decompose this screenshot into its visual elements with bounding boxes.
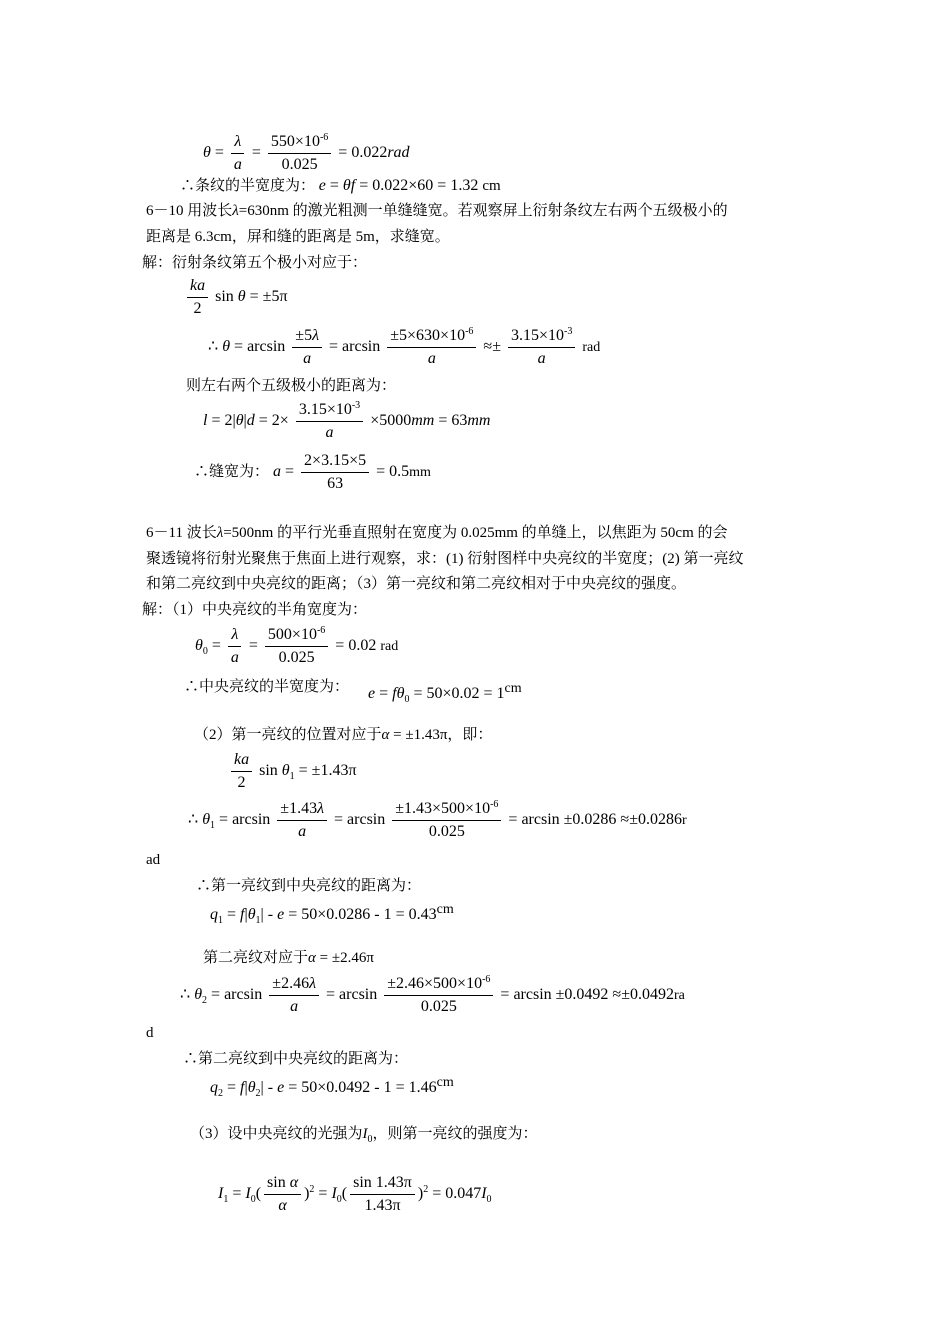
equation-I1: $I_1 = I_0$( $\frac{\text{sin α}}{\alpha}$ )$^2 = I_0$( $\frac{\sin 1.43\pi}{1.43\pi}$ )$^2 = 0.047I_0$ <box>218 1174 492 1214</box>
solution-label: 解：（1）中央亮纹的半角宽度为： <box>142 602 368 618</box>
text-line: 则左右两个五级极小的距离为： <box>186 378 397 394</box>
equation-theta2: ∴ $\theta_2 = \arcsin$ $\frac{\pm 2.46\lambda}{a}$ = arcsin $\frac{\pm 2.46\times 500\times 10^{-6}}{0.025}$ = arcsin ±0.0492 ≈±0.0492ra <box>180 974 685 1015</box>
text-fragment: d <box>146 1025 154 1041</box>
equation-theta0: $\theta_0$ = $\frac{\lambda}{a}$ = $\frac{500\times 10^{-6}}{0.025}$ = 0.02 rad <box>195 625 399 666</box>
equation-theta1: ∴ $\theta_1 = \arcsin$ $\frac{\pm 1.43\lambda}{a}$ = arcsin $\frac{\pm 1.43\times 500\times 10^{-6}}{0.025}$ = arcsin ±0.0286 ≈±0.0286r <box>188 799 687 840</box>
text-line: 第二亮纹对应于α = ±2.46π <box>203 950 374 966</box>
equation-q2: $q_2 = f|\theta_2| - e = 50\times 0.0492 - 1 = 1.46^{cm}$ <box>210 1075 454 1099</box>
problem-6-11-line3: 和第二亮纹到中央亮纹的距离；（3）第一亮纹和第二亮纹相对于中央亮纹的强度。 <box>146 576 687 592</box>
text-line: ∴条纹的半宽度为： e = θf = 0.022×60 = 1.32 cm <box>180 177 501 194</box>
equation-theta-arcsin: ∴ θ = arcsin $\frac{\pm 5\lambda}{a}$ = arcsin $\frac{\pm 5\times 630\times 10^{-6}}{a}$ ≈± $\frac{3.15\times 10^{-3}}{a}$ rad <box>208 326 601 367</box>
text-line: ∴第二亮纹到中央亮纹的距离为： <box>183 1051 409 1067</box>
problem-6-10-line1: 6－10 用波长λ=630nm 的激光粗测一单缝缝宽。若观察屏上衍射条纹左右两个五级极小的 <box>146 203 728 219</box>
text-line: ∴中央亮纹的半宽度为： <box>184 679 350 695</box>
equation-q1: $q_1 = f|\theta_1| - e = 50\times 0.0286 - 1 = 0.43^{cm}$ <box>210 902 454 926</box>
text-line: （3）设中央亮纹的光强为$I_0$，则第一亮纹的强度为： <box>190 1126 538 1145</box>
equation-ka-sin1: $\frac{ka}{2}$ $\sin \theta_1 = \pm 1.43\pi$ <box>228 750 357 793</box>
problem-6-10-line2: 距离是 6.3cm，屏和缝的距离是 5m，求缝宽。 <box>146 229 450 245</box>
solution-label: 解：衍射条纹第五个极小对应于： <box>142 255 368 271</box>
equation-e0: $e = f\theta_0 = 50\times 0.02 = 1^{cm}$ <box>368 681 522 705</box>
theta-symbol: θ <box>203 144 211 162</box>
text-line: ∴第一亮纹到中央亮纹的距离为： <box>196 878 422 894</box>
equation-ka-sin: $\frac{ka}{2}$ sin θ = ±5π <box>184 276 288 319</box>
equation-theta-width: θ = $\frac{\lambda}{a}$ = $\frac{550\times 10^{-6}}{0.025}$ = 0.022rad <box>203 132 410 173</box>
equation-slit-width: ∴缝宽为： a = $\frac{2\times 3.15\times 5}{63}$ = 0.5mm <box>194 452 431 492</box>
problem-6-11-line2: 聚透镜将衍射光聚焦于焦面上进行观察，求：(1) 衍射图样中央亮纹的半宽度；(2) 第一亮纹 <box>146 551 744 567</box>
equation-distance-l: l = 2|θ|d = 2× $\frac{3.15\times 10^{-3}}{a}$ ×5000mm = 63mm <box>203 400 491 441</box>
text-fragment: ad <box>146 852 161 868</box>
problem-6-11-line1: 6－11 波长λ=500nm 的平行光垂直照射在宽度为 0.025mm 的单缝上，以焦距为 50cm 的会 <box>146 525 728 541</box>
text-line: （2）第一亮纹的位置对应于α = ±1.43π，即： <box>194 727 493 743</box>
